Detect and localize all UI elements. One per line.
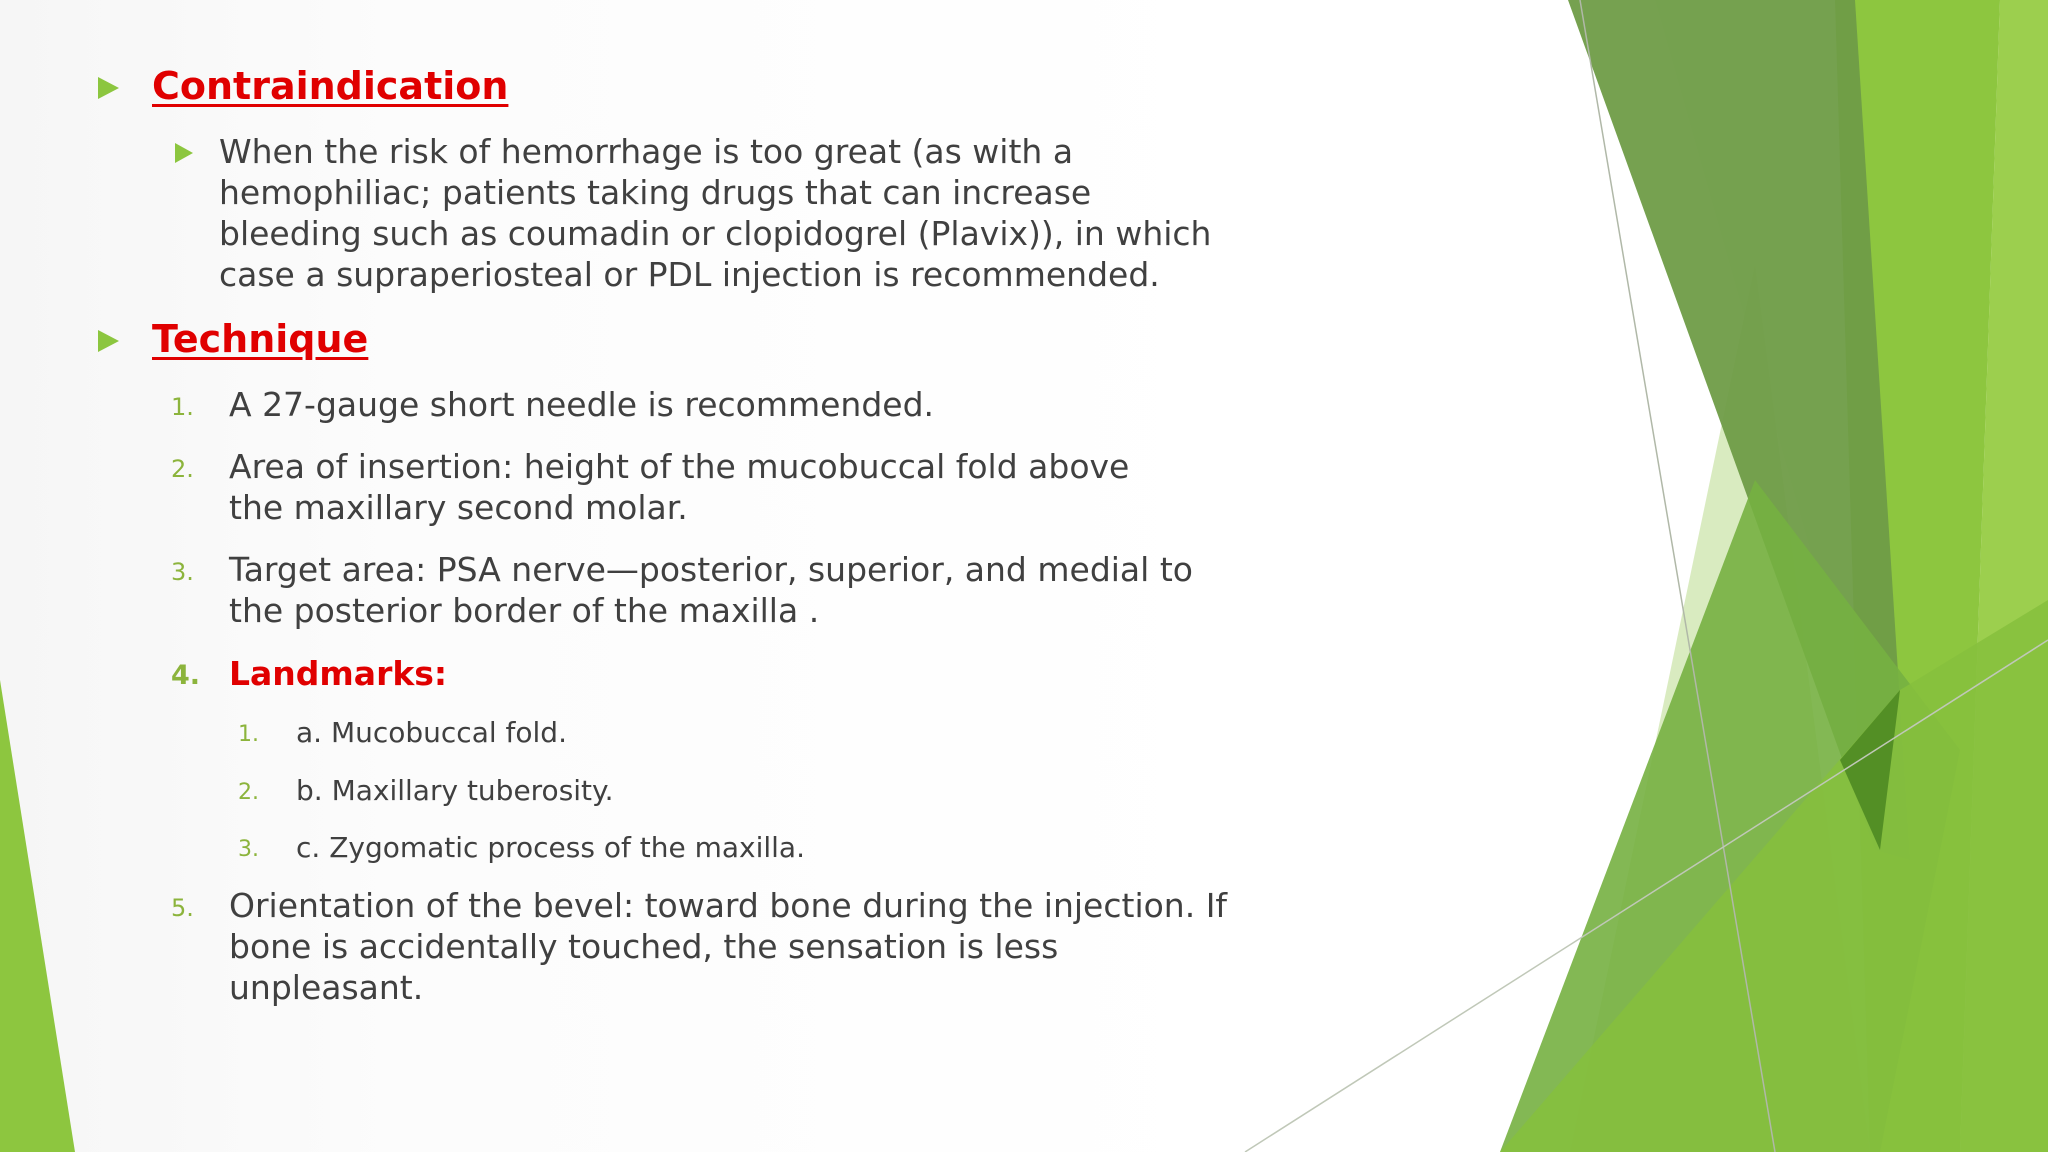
- left-green-sliver: [0, 680, 75, 1152]
- technique-heading: Technique: [152, 317, 369, 361]
- list-number: 5.: [171, 894, 194, 922]
- list-number: 2.: [171, 455, 194, 483]
- landmarks-label: Landmarks:: [229, 654, 448, 693]
- sub-bullet-icon: [175, 143, 193, 163]
- sub-list-item: a. Mucobuccal fold.: [296, 716, 567, 749]
- list-item: Area of insertion: height of the mucobuccal fold above the maxillary second molar.: [229, 447, 1130, 527]
- contraindication-text: When the risk of hemorrhage is too great (as with a hemophiliac; patients taking drugs that can increase bleeding such as coumadin or clopidogrel (Plavix)), in which case a supraperiosteal or PDL injection is recommended.: [219, 132, 1212, 294]
- sub-list-item: c. Zygomatic process of the maxilla.: [296, 831, 805, 864]
- list-item: A 27-gauge short needle is recommended.: [229, 385, 935, 424]
- list-number: 1.: [171, 393, 194, 421]
- sub-list-item: b. Maxillary tuberosity.: [296, 774, 614, 807]
- heading-bullet-icon: [98, 77, 119, 99]
- sub-list-number: 1.: [238, 722, 259, 747]
- contraindication-heading: Contraindication: [152, 64, 509, 108]
- heading-bullet-icon: [98, 330, 119, 352]
- list-number: 3.: [171, 558, 194, 586]
- sub-list-number: 3.: [238, 837, 259, 862]
- list-number: 4.: [171, 660, 201, 691]
- sub-list-number: 2.: [238, 780, 259, 805]
- list-item: Orientation of the bevel: toward bone during the injection. If bone is accidentally touched, the sensation is less unpleasant.: [229, 886, 1228, 1007]
- list-item: Target area: PSA nerve—posterior, superior, and medial to the posterior border of the maxilla .: [229, 550, 1193, 630]
